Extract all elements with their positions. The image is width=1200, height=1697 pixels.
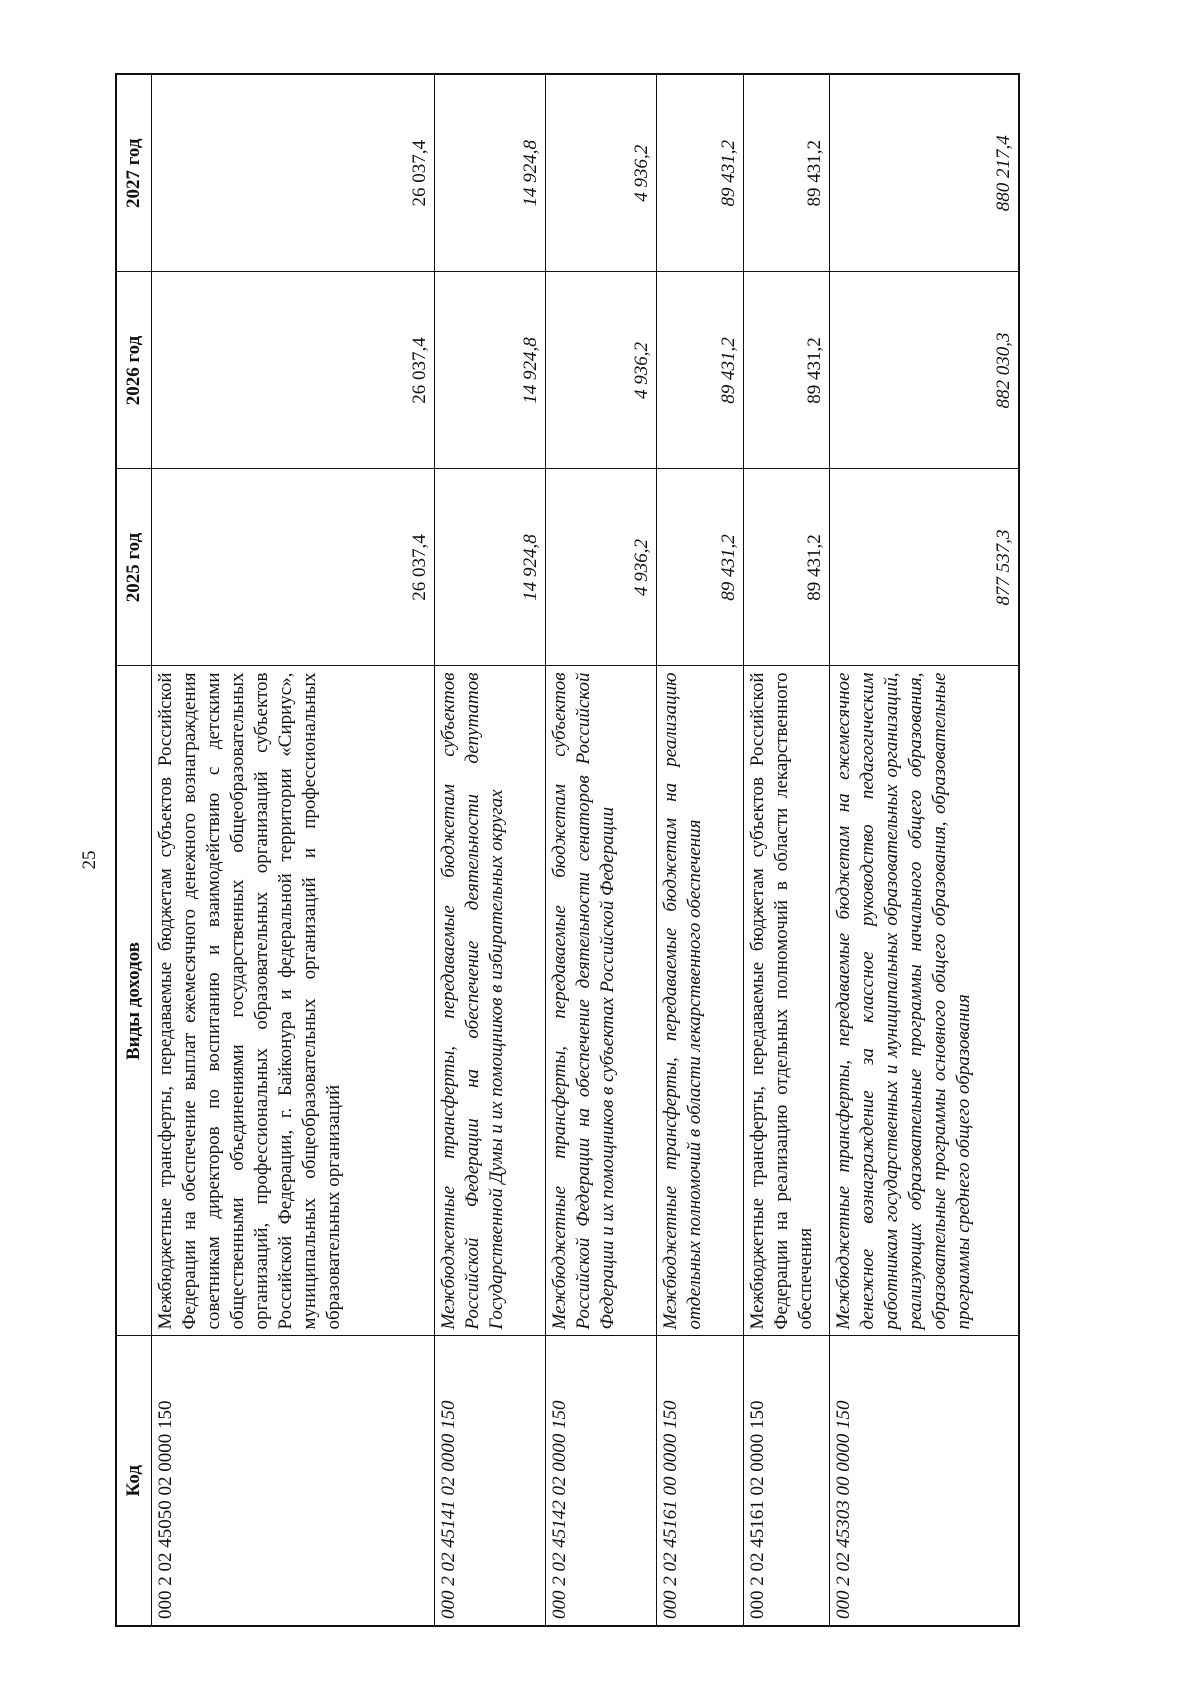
cell-2025: 4 936,2 [546,469,657,666]
table-row [546,74,657,1626]
cell-2026: 4 936,2 [546,272,657,469]
cell-2026: 14 924,8 [435,272,546,469]
income-table [115,73,1020,1627]
cell-description: Межбюджетные трансферты, передаваемые бюджетам на ежемесячное денежное вознаграждение за классное руководство педагогическим работникам государственных и муниципальных образовательных организаций, реализующих образовательные программы начального общего образования, образовательные программы основного общего образования, образовательные программы среднего общего образования [829,666,1019,1336]
cell-2027: 14 924,8 [435,74,546,272]
cell-2027: 89 431,2 [657,74,743,272]
cell-code: 000 2 02 45050 02 0000 150 [152,1336,435,1626]
cell-description: Межбюджетные трансферты, передаваемые бюджетам субъектов Российской Федерации на обеспечение выплат ежемесячного денежного вознаграждения советникам директоров по воспитанию и взаимодействию с детскими общественными объединениями государственных общеобразовательных организаций, профессиональных образовательных организаций субъектов Российской Федерации, г. Байконура и федеральной территории «Сириус», муниципальных общеобразовательных организаций и профессиональных образовательных организаций [152,666,435,1336]
cell-code: 000 2 02 45303 00 0000 150 [829,1336,1019,1626]
table-row [743,74,829,1626]
cell-2025: 14 924,8 [435,469,546,666]
cell-code: 000 2 02 45142 02 0000 150 [546,1336,657,1626]
cell-2027: 89 431,2 [743,74,829,272]
header-description: Виды доходов [116,666,152,1336]
header-2026: 2026 год [116,272,152,469]
header-code: Код [116,1336,152,1626]
cell-2025: 26 037,4 [152,469,435,666]
table-row [657,74,743,1626]
cell-description: Межбюджетные трансферты, передаваемые бюджетам субъектов Российской Федерации на реализацию отдельных полномочий в области лекарственного обеспечения [743,666,829,1336]
cell-2026: 26 037,4 [152,272,435,469]
cell-2025: 89 431,2 [657,469,743,666]
cell-2027: 26 037,4 [152,74,435,272]
rotated-page-content [115,75,1020,1627]
cell-description: Межбюджетные трансферты, передаваемые бюджетам на реализацию отдельных полномочий в области лекарственного обеспечения [657,666,743,1336]
cell-2025: 89 431,2 [743,469,829,666]
table-row [152,74,435,1626]
cell-description: Межбюджетные трансферты, передаваемые бюджетам субъектов Российской Федерации на обеспечение деятельности сенаторов Российской Федерации и их помощников в субъектах Российской Федерации [546,666,657,1336]
header-row [116,74,152,1626]
cell-description: Межбюджетные трансферты, передаваемые бюджетам субъектов Российской Федерации на обеспечение деятельности депутатов Государственной Думы и их помощников в избирательных округах [435,666,546,1336]
header-2025: 2025 год [116,469,152,666]
table-row [435,74,546,1626]
cell-2026: 89 431,2 [743,272,829,469]
cell-2026: 89 431,2 [657,272,743,469]
table-row [829,74,1019,1626]
page-number: 25 [79,850,100,870]
cell-2025: 877 537,3 [829,469,1019,666]
cell-2027: 880 217,4 [829,74,1019,272]
cell-2026: 882 030,3 [829,272,1019,469]
cell-code: 000 2 02 45161 00 0000 150 [657,1336,743,1626]
cell-2027: 4 936,2 [546,74,657,272]
header-2027: 2027 год [116,74,152,272]
cell-code: 000 2 02 45141 02 0000 150 [435,1336,546,1626]
cell-code: 000 2 02 45161 02 0000 150 [743,1336,829,1626]
